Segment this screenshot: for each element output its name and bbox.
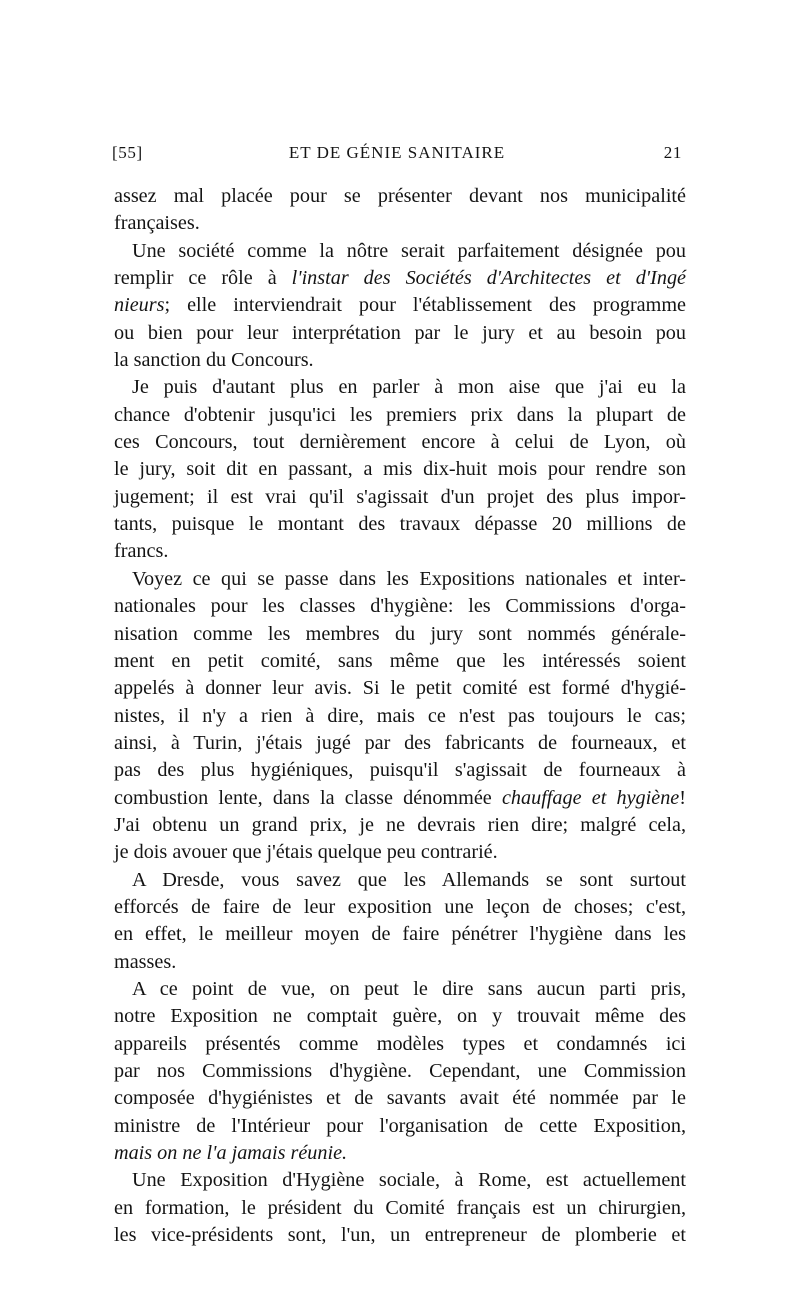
text-line: A Dresde, vous savez que les Allemands se sont surtout (132, 868, 686, 891)
paragraph (114, 1167, 686, 1249)
text-line: nisation comme les membres du jury sont nommés générale- (114, 622, 686, 645)
text-line: la sanction du Concours. (114, 349, 314, 372)
paragraph (114, 566, 686, 867)
text-line: Voyez ce qui se passe dans les Expositions nationales et inter- (132, 567, 686, 590)
text-line: mais on ne l'a jamais réunie. (114, 1142, 348, 1165)
running-head (112, 143, 682, 167)
text-line: par nos Commissions d'hygiène. Cependant, une Commission (114, 1060, 686, 1082)
page-reference: [55] (112, 143, 143, 162)
text-line: tants, puisque le montant des travaux dépasse 20 millions de (114, 513, 686, 536)
text-line: masses. (114, 950, 177, 973)
paragraph (114, 238, 686, 375)
text-line: chance d'obtenir jusqu'ici les premiers prix dans la plupart de (114, 403, 686, 426)
paragraph (114, 374, 686, 565)
paragraph (114, 867, 686, 976)
text-line: nationales pour les classes d'hygiène: les Commissions d'orga- (114, 595, 686, 618)
paragraph (114, 183, 686, 238)
text-line: Une société comme la nôtre serait parfaitement désignée pou (132, 239, 686, 262)
text-line: ment en petit comité, sans même que les intéressés soient (114, 649, 686, 672)
text-line: ministre de l'Intérieur pour l'organisation de cette Exposition, (114, 1114, 686, 1137)
text-line: J'ai obtenu un grand prix, je ne devrais rien dire; malgré cela, (114, 813, 686, 836)
text-line: je dois avouer que j'étais quelque peu contrarié. (114, 841, 498, 864)
text-line: assez mal placée pour se présenter devant nos municipalité (114, 185, 686, 207)
text-line: jugement; il est vrai qu'il s'agissait d'un projet des plus impor- (114, 485, 686, 508)
text-line: en formation, le président du Comité français est un chirurgien, (114, 1196, 686, 1219)
text-line: appelés à donner leur avis. Si le petit comité est formé d'hygié- (114, 677, 686, 700)
text-line: francs. (114, 540, 169, 563)
text-line: Une Exposition d'Hygiène sociale, à Rome, est actuellement (132, 1169, 686, 1192)
text-line: combustion lente, dans la classe dénommée chauffage et hygiène! (114, 786, 687, 809)
text-line: le jury, soit dit en passant, a mis dix-huit mois pour rendre son (114, 458, 686, 481)
body-text (114, 183, 686, 1249)
text-line: appareils présentés comme modèles types et condamnés ici (114, 1032, 686, 1055)
page-number: 21 (663, 143, 682, 162)
text-line: A ce point de vue, on peut le dire sans aucun parti pris, (132, 977, 686, 1000)
text-line: nieurs; elle interviendrait pour l'établissement des programme (114, 294, 686, 317)
text-line: efforcés de faire de leur exposition une leçon de choses; c'est, (114, 895, 686, 918)
text-line: remplir ce rôle à l'instar des Sociétés d'Architectes et d'Ingé (114, 267, 686, 290)
text-line: ou bien pour leur interprétation par le jury et au besoin pou (114, 321, 686, 344)
text-line: ainsi, à Turin, j'étais jugé par des fabricants de fourneaux, et (114, 731, 686, 754)
text-line: en effet, le meilleur moyen de faire pénétrer l'hygiène dans les (114, 923, 686, 946)
text-line: les vice-présidents sont, l'un, un entrepreneur de plomberie et (114, 1224, 686, 1247)
text-line: françaises. (114, 212, 200, 235)
text-line: composée d'hygiénistes et de savants avait été nommée par le (114, 1087, 686, 1110)
text-line: notre Exposition ne comptait guère, on y trouvait même des (114, 1005, 686, 1028)
text-line: nistes, il n'y a rien à dire, mais ce n'est pas toujours le cas; (114, 704, 686, 727)
paragraph (114, 976, 686, 1167)
text-line: pas des plus hygiéniques, puisqu'il s'agissait de fourneaux à (114, 759, 686, 782)
text-line: ces Concours, tout dernièrement encore à celui de Lyon, où (114, 431, 686, 454)
text-line: Je puis d'autant plus en parler à mon aise que j'ai eu la (132, 376, 686, 399)
running-title: ET DE GÉNIE SANITAIRE (288, 143, 506, 162)
